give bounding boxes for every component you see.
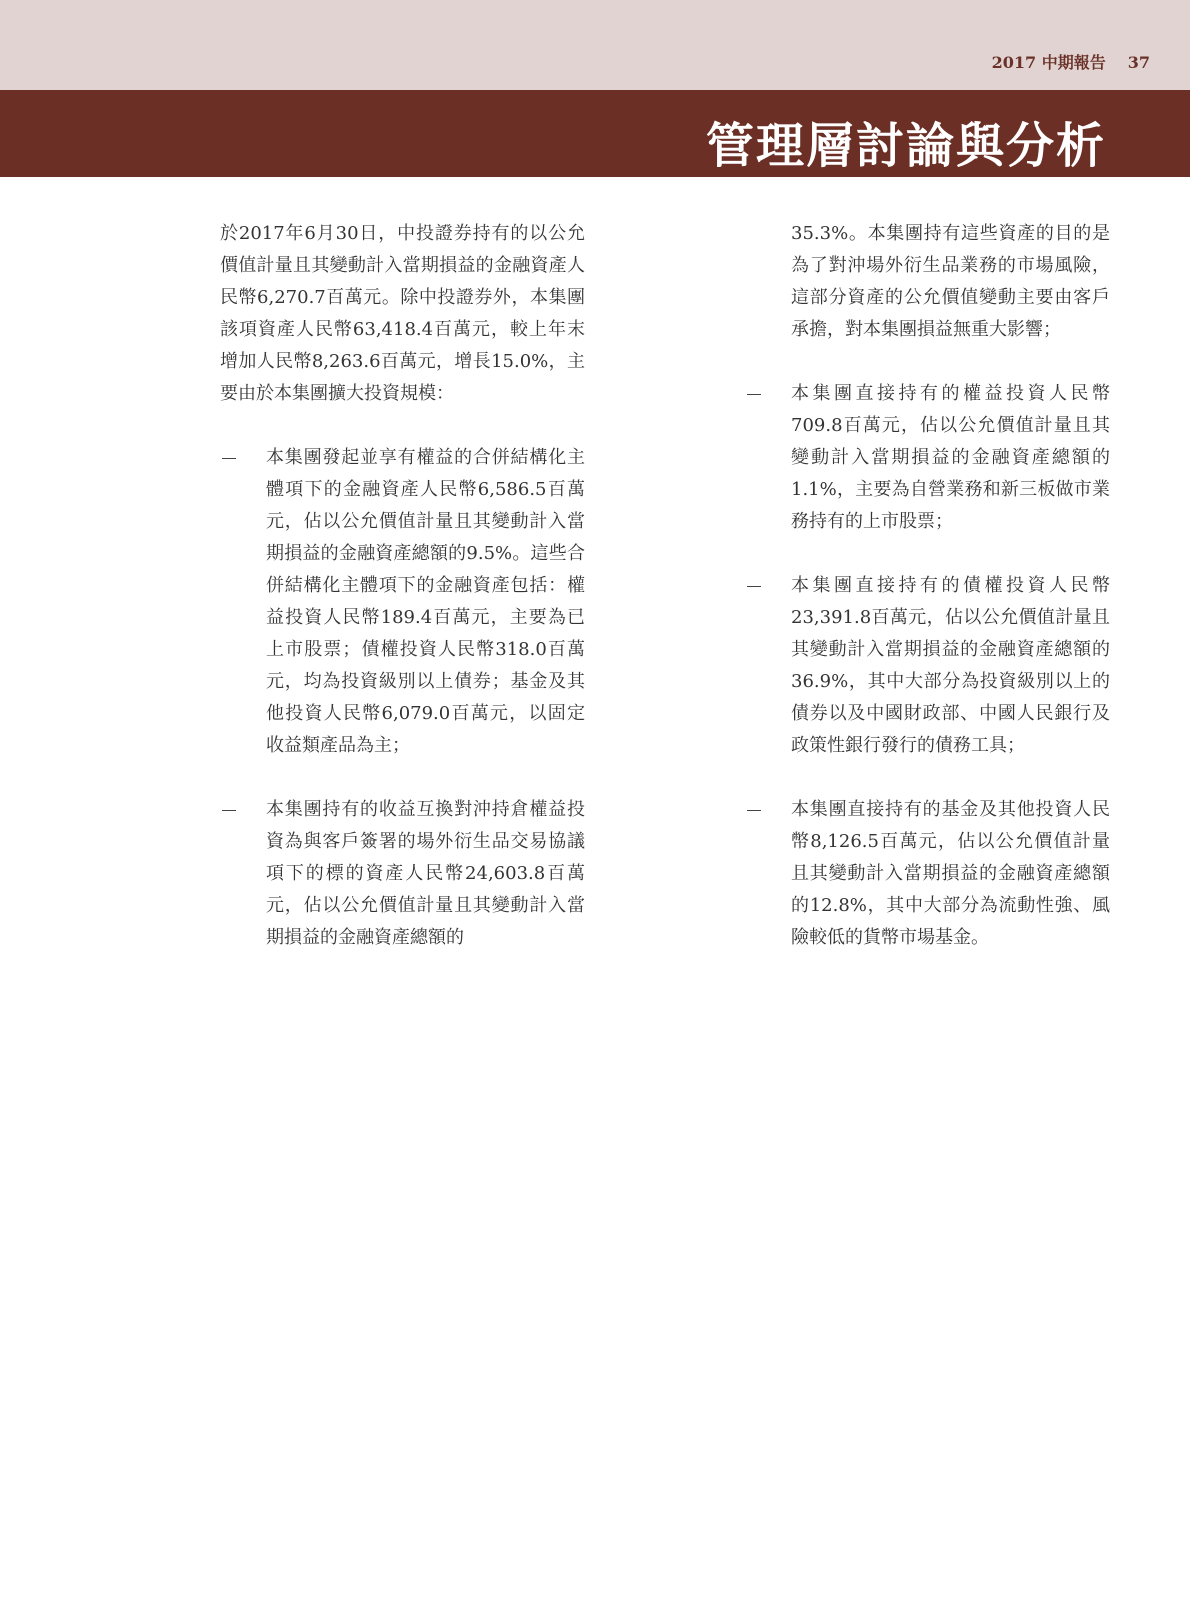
report-title: 2017 中期報告: [991, 53, 1106, 72]
continuation-text: 35.3%。本集團持有這些資產的目的是為了對沖場外衍生品業務的市場風險，這部分資產的公允價值變動主要由客戶承擔，對本集團損益無重大影響；: [791, 223, 1110, 340]
bullet-item: [745, 794, 1110, 954]
bullet-text: 本集團直接持有的權益投資人民幣709.8百萬元，佔以公允價值計量且其變動計入當期損益的金融資產總額的1.1%，主要為自營業務和新三板做市業務持有的上市股票；: [791, 383, 1110, 532]
bullet-item: [745, 570, 1110, 762]
bullet-text: 本集團持有的收益互換對沖持倉權益投資為與客戶簽署的場外衍生品交易協議項下的標的資產人民幣24,603.8百萬元，佔以公允價值計量且其變動計入當期損益的金融資產總額的: [266, 799, 585, 948]
right-column: [745, 218, 1110, 986]
bullet-item: [745, 378, 1110, 538]
bullet-text: 本集團直接持有的基金及其他投資人民幣8,126.5百萬元，佔以公允價值計量且其變動計入當期損益的金融資產總額的12.8%，其中大部分為流動性強、風險較低的貨幣市場基金。: [791, 799, 1110, 948]
header-band: [0, 0, 1190, 90]
section-title: 管理層討論與分析: [705, 118, 1106, 174]
left-column: [220, 218, 585, 986]
page-number: 37: [1127, 53, 1150, 72]
bullet-item: [220, 442, 585, 762]
bullet-item: [220, 794, 585, 954]
bullet-text: 本集團發起並享有權益的合併結構化主體項下的金融資產人民幣6,586.5百萬元，佔以公允價值計量且其變動計入當期損益的金融資產總額的9.5%。這些合併結構化主體項下的金融資產包括：權益投資人民幣189.4百萬元，主要為已上市股票；債權投資人民幣318.0百萬元，均為投資級別以上債券；基金及其他投資人民幣6,079.0百萬元，以固定收益類產品為主；: [266, 447, 585, 756]
report-label: [992, 50, 1150, 73]
title-band: [0, 90, 1190, 177]
intro-paragraph: 於2017年6月30日，中投證券持有的以公允價值計量且其變動計入當期損益的金融資產人民幣6,270.7百萬元。除中投證券外，本集團該項資產人民幣63,418.4百萬元，較上年末增加人民幣8,263.6百萬元，增長15.0%，主要由於本集團擴大投資規模：: [220, 223, 585, 404]
bullet-text: 本集團直接持有的債權投資人民幣23,391.8百萬元，佔以公允價值計量且其變動計入當期損益的金融資產總額的36.9%，其中大部分為投資級別以上的債券以及中國財政部、中國人民銀行及政策性銀行發行的債務工具；: [791, 575, 1110, 756]
